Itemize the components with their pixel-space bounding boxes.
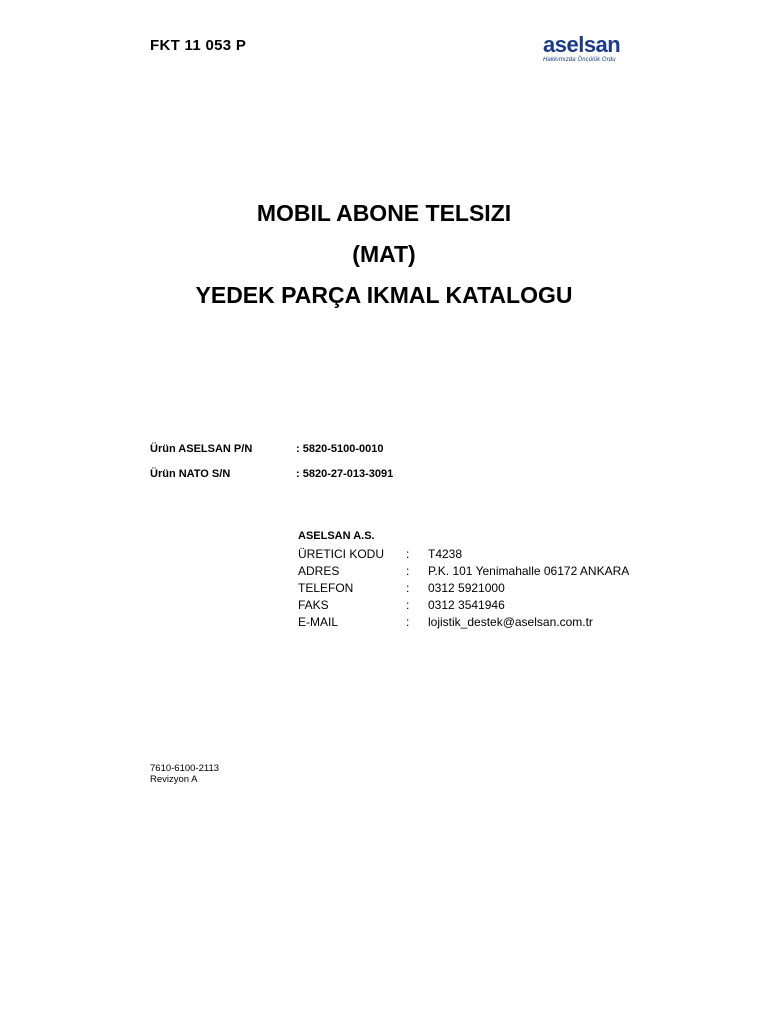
info-key: E-MAIL [298, 615, 339, 629]
info-value: P.K. 101 Yenimahalle 06172 ANKARA [428, 564, 630, 578]
logo-tagline: Hakkımızda Öncülük Ordu [543, 57, 616, 63]
nato-number-label: Ürün NATO S/N [150, 468, 231, 480]
document-code: FKT 11 053 P [150, 37, 247, 54]
info-key: FAKS [298, 598, 329, 612]
title-line-2: (MAT) [352, 241, 416, 267]
product-part-number-row [150, 443, 383, 455]
info-separator: : [406, 564, 410, 578]
info-row-phone [298, 580, 505, 597]
info-separator: : [406, 581, 410, 595]
document-title [0, 196, 768, 319]
nato-number-value: : 5820-27-013-3091 [296, 468, 394, 480]
part-number-value: : 5820-5100-0010 [296, 443, 384, 455]
info-row-address [298, 563, 629, 580]
info-separator: : [406, 598, 410, 612]
info-key: TELEFON [298, 581, 354, 595]
info-separator: : [406, 615, 410, 629]
title-line-3: YEDEK PARÇA IKMAL KATALOGU [195, 282, 573, 308]
info-separator: : [406, 547, 410, 561]
document-number: 7610-6100-2113 [150, 763, 220, 774]
document-footer [150, 763, 219, 785]
info-row-manufacturer-code [298, 546, 462, 563]
part-number-label: Ürün ASELSAN P/N [150, 443, 253, 455]
logo-wordmark: aselsan [543, 32, 621, 57]
info-value: 0312 3541946 [428, 598, 505, 612]
title-line-1: MOBIL ABONE TELSIZI [256, 200, 512, 226]
info-value: T4238 [428, 547, 463, 561]
info-row-fax [298, 597, 505, 614]
revision-label: Revizyon A [150, 774, 198, 785]
info-key: ADRES [298, 564, 340, 578]
aselsan-logo [543, 33, 653, 63]
product-nato-number-row [150, 468, 393, 480]
company-name: ASELSAN A.S. [298, 530, 375, 542]
info-row-email [298, 614, 593, 631]
info-key: ÜRETICI KODU [298, 547, 385, 561]
info-value: 0312 5921000 [428, 581, 505, 595]
email-link[interactable]: lojistik_destek@aselsan.com.tr [428, 615, 593, 629]
